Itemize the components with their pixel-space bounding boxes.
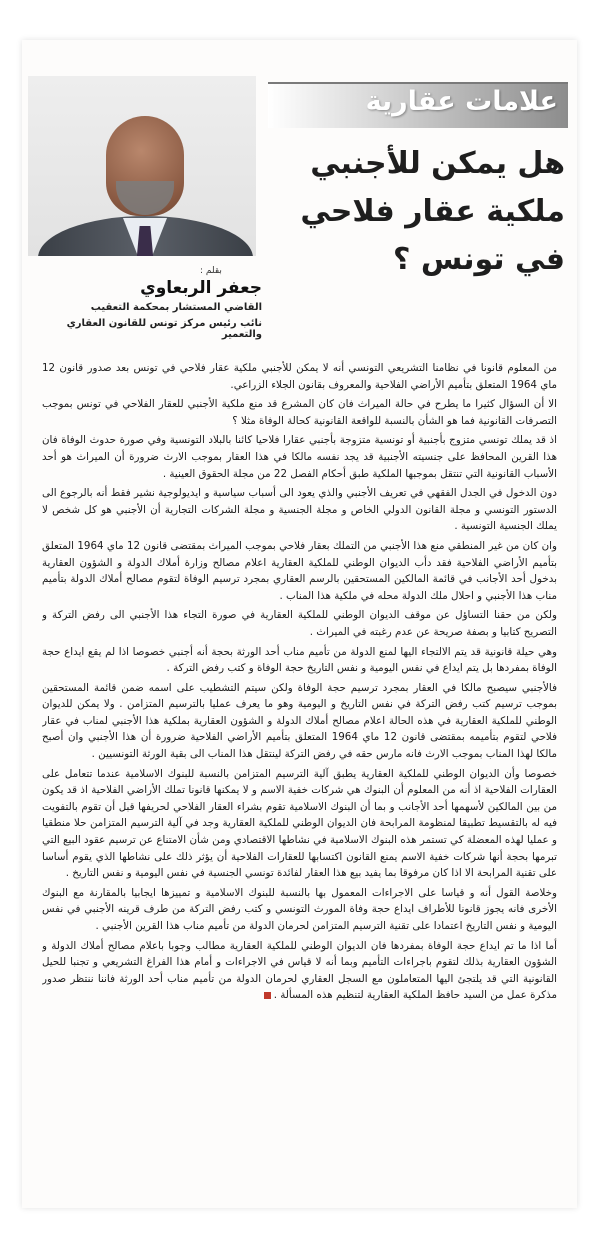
article-paragraph: خصوصا وأن الديوان الوطني للملكية العقارية يطبق آلية الترسيم المتزامن بالنسبة للبنوك الاسلامية عندما تتعامل على العقارات الفلاحية اذ أنه من المعلوم أن البنوك هي شركات خفية الاسم و لا يمكنها قانونا تملك الأراضي الفلاحية اذ قد يكون من بين المالكين لأسهمها أحد الأجانب و بما أن البنوك الاسلامية تقوم بشراء العقار الفلاحي لحريفها قبل أن تقوم بالتفويت فيه له بالتقسيط تطبيقا لمنظومة المرابحة فان الديوان الوطني للملكية العقارية وجد في آلية الترسيم المتزامن حلا منطقيا و عمليا لهذه المعضلة كي تستمر هذه البنوك الاسلامية في نشاطها الاقتصادي ومن شأن الامتناع عن ترسيم عقود البيع التي تبرمها بحجة أنها شركات خفية الاسم يمنع القانون اكتسابها للعقارات الفلاحية أن يؤثر ذلك على نشاطها الذي يقوم أساسا على تقنية المرابحة الا اذا كان مرفوقا بما يفيد بيع هذا العقار لفائدة تونسي الجنسية في نفس اليومية و نفس التاريخ . bbox=[42, 767, 557, 880]
section-banner bbox=[268, 82, 568, 128]
section-title: علامات عقارية bbox=[365, 86, 558, 117]
article-headline: هل يمكن للأجنبي ملكية عقار فلاحي في تونس ؟ bbox=[300, 146, 565, 277]
end-of-article-mark bbox=[264, 992, 271, 999]
article-paragraph: الا أن السؤال كثيرا ما يطرح في حالة الميراث فان كان المشرع قد منع ملكية الأجنبي للعقار الفلاحي في تونس بموجب التصرفات القانونية فما هو الشأن بالنسبة للواقعة القانونية كحالة الوفاة مثلا ؟ bbox=[42, 398, 557, 427]
author-role-1: القاضي المستشار بمحكمة التعقيب bbox=[90, 302, 262, 313]
author-name: جعفر الربعاوي bbox=[140, 278, 262, 298]
author-role-2: نائب رئيس مركز تونس للقانون العقاري والتعمير bbox=[66, 318, 262, 340]
article-paragraph: وخلاصة القول أنه و قياسا على الاجراءات المعمول بها بالنسبة للبنوك الاسلامية و تمييزها ايجابيا بالمقارنة مع البنوك الأخرى فانه يجوز قانونا للأطراف ايداع حجة وفاة المورث التونسي و كتب رفض التركة من طرف قرينه الأجنبي في نفس اليومية و نفس التاريخ اعتمادا على تقنية الترسيم المتزامن لحرمان الدولة من تأميم مناب هذا القرين الأجنبي . bbox=[42, 886, 557, 932]
article-paragraph: دون الدخول في الجدل الفقهي في تعريف الأجنبي والذي يعود الى أسباب سياسية و ايديولوجية نشير فقط أنه بالرجوع الى الدستور التونسي و مجلة القانون الدولي الخاص و مجلة الجنسية و مجلة الشركات التجارية أن الأجنبي هو كل شخص لا يملك الجنسية التونسية . bbox=[42, 487, 557, 533]
article-body bbox=[42, 360, 557, 1195]
article-paragraph: اذ قد يملك تونسي متزوج بأجنبية أو تونسية متزوجة بأجنبي عقارا فلاحيا كائنا بالبلاد التونسية وفي صورة حدوث الوفاة فان هذا القرين المحافظ على جنسيته الأجنبية قد يجد نفسه مالكا في هذا العقار بموجب الارث ضرورة أن الميراث هو أحد الأسباب القانونية التي تنتقل بموجبها الملكية طبق أحكام الفصل 22 من مجلة الحقوق العينية . bbox=[42, 434, 557, 480]
article-paragraph-last bbox=[42, 938, 557, 1004]
byline-label: بقلم : bbox=[200, 266, 222, 276]
newspaper-page bbox=[22, 40, 577, 1208]
author-photo bbox=[28, 76, 256, 256]
article-paragraph: من المعلوم قانونا في نظامنا التشريعي التونسي أنه لا يمكن للأجنبي ملكية عقار فلاحي في تونس بعد صدور قانون 12 ماي 1964 المتعلق بتأميم الأراضي الفلاحية والمعروف بقانون الجلاء الزراعي. bbox=[42, 362, 557, 391]
article-paragraph-last-text: أما اذا ما تم ايداع حجة الوفاة بمفردها فان الديوان الوطني للملكية العقارية مطالب وجوبا باعلام مصالح أملاك الدولة و الشؤون العقارية بذلك لتقوم باجراءات التأميم وبما أنه لا قياس في الاجراءات و أمام هذا الفراغ التشريعي و تجنبا للحيل القانونية التي قد يلتجئ اليها المتعاملون مع السجل العقاري لحرمان الدولة من تأميم مناب أحد الورثة فاننا ننتظر صدور مذكرة عمل من السيد حافظ الملكية العقارية لتنظيم هذه المسألة . bbox=[42, 939, 557, 1002]
article-paragraph: وان كان من غير المنطقي منع هذا الأجنبي من التملك بعقار فلاحي بموجب الميراث بمقتضى قانون 12 ماي 1964 المتعلق بتأميم الأراضي الفلاحية فقد دأب الديوان الوطني للملكية العقارية اعلام مصالح وزارة أملاك الدولة و الشؤون العقارية بدخول أحد الأجانب في قائمة المالكين المستحقين بالرسم العقاري بمجرد ترسيم الوفاة لتقوم مصالح أملاك الدولة بتأميم مناب هذا الأجنبي و احلال ملك الدولة محله في ملكية هذا المناب . bbox=[42, 539, 557, 602]
article-paragraph: فالأجنبي سيصبح مالكا في العقار بمجرد ترسيم حجة الوفاة ولكن سيتم التشطيب على اسمه ضمن قائمة المستحقين بموجب ترسيم كتب رفض التركة في نفس التاريخ و اليومية وهو ما يعرف عمليا بالترسيم المتزامن . ولا يمكن للديوان الوطني للملكية العقارية في هذه الحالة اعلام مصالح أملاك الدولة و الشؤون العقارية بملكية هذا الأجنبي لمناب في عقار فلاحي لتقوم بتأميمه بمقتضى قانون 12 ماي 1964 المتعلق بتأميم الأراضي الفلاحية ضرورة أن هذا الأجنبي وان أصبح مالكا لهذا المناب بموجب الارث فانه مارس حقه في رفض التركة لينتقل هذا المناب الى بقية الورثة التونسيين . bbox=[42, 681, 557, 761]
article-paragraph: ولكن من حقنا التساؤل عن موقف الديوان الوطني للملكية العقارية في صورة التجاء هذا الأجنبي الى رفض التركة و التصريح كتابيا و بصفة صريحة عن عدم رغبته في الميراث . bbox=[42, 609, 557, 638]
article-paragraph: وهي حيلة قانونية قد يتم الالتجاء اليها لمنع الدولة من تأميم مناب أحد الورثة بحجة أنه أجنبي خصوصا اذا لم يقع ايداع حجة الوفاة بمفردها بل يتم ايداع في نفس اليومية و نفس التاريخ حجة الوفاة و كتب رفض التركة . bbox=[42, 645, 557, 675]
